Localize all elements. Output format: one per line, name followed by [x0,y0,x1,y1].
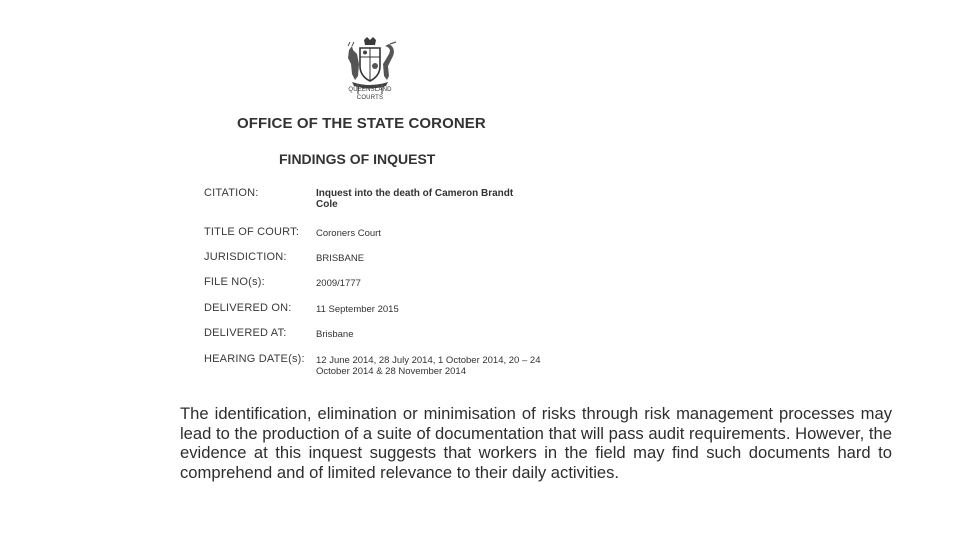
jurisdiction-value: BRISBANE [316,253,365,264]
crest-caption-courts: COURTS [356,95,384,101]
title-of-court-value: Coroners Court [316,228,381,239]
citation-label: CITATION: [204,187,259,199]
delivered-on-value: 11 September 2015 [316,304,399,315]
delivered-at-label: DELIVERED AT: [204,327,287,339]
citation-value: Inquest into the death of Cameron Brandt Cole [316,188,514,210]
crest-caption-queensland: QUEENSLAND [348,87,392,93]
jurisdiction-label: JURISDICTION: [204,251,287,263]
delivered-on-label: DELIVERED ON: [204,302,292,314]
findings-title: FINDINGS OF INQUEST [279,151,436,167]
file-no-label: FILE NO(s): [204,276,265,288]
hearing-dates-value: 12 June 2014, 28 July 2014, 1 October 2014, 20 – 24 October 2014 & 28 November 2014 [316,355,541,377]
quote-paragraph: The identification, elimination or minimisation of risks through risk management processes may lead to the production of a suite of documentation that will pass audit requirements. However, the evidence at this inquest suggests that workers in the field may find such documents hard to comprehend and of limited relevance to their daily activities. [180,404,892,482]
hearing-dates-label: HEARING DATE(s): [204,353,305,365]
title-of-court-label: TITLE OF COURT: [204,226,300,238]
office-title: OFFICE OF THE STATE CORONER [237,115,486,132]
file-no-value: 2009/1777 [316,278,361,289]
delivered-at-value: Brisbane [316,329,354,340]
